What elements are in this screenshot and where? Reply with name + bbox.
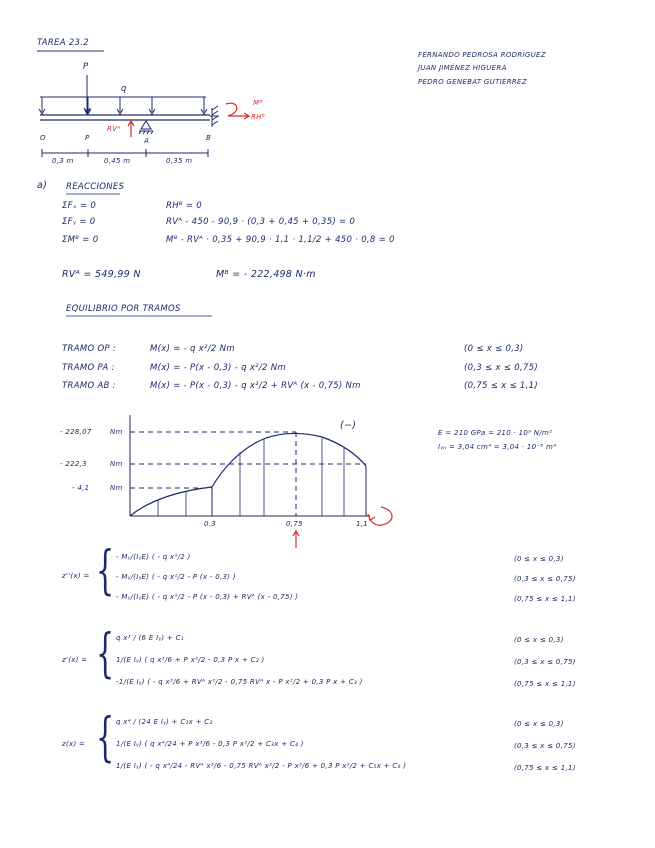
eq-rh-result: RHᴮ = 0: [166, 201, 203, 211]
z2-label: z''(x) =: [62, 572, 90, 580]
young-modulus: E = 210 GPa = 210 · 10⁹ N/m²: [438, 429, 553, 437]
eq-sum-fx: ΣFₓ = 0: [62, 201, 97, 211]
moment-sign-label: (−): [340, 420, 357, 431]
point-b-label: B: [206, 134, 212, 142]
dim-ab-label: 0,35 m: [166, 157, 193, 165]
point-p-label: P: [85, 134, 90, 142]
z2-range-2: (0,3 ≤ x ≤ 0,75): [514, 575, 576, 583]
inertia-moment: Iᵧₙ = 3,04 cm⁴ = 3,04 · 10⁻⁸ m⁴: [438, 443, 557, 451]
tramo-pa-range: (0,3 ≤ x ≤ 0,75): [464, 363, 538, 373]
z1-brace: {: [96, 624, 115, 684]
y-unit-max: Nm: [110, 428, 123, 436]
eq-moment-balance: Mᴮ - RVᴬ · 0,35 + 90,9 · 1,1 · 1,1/2 + 450 · 0,8 = 0: [166, 235, 395, 245]
x-label-075: 0,75: [286, 520, 303, 528]
point-load-p-arrow: [84, 75, 90, 114]
pin-support-a: [139, 121, 153, 134]
tramo-ab-range: (0,75 ≤ x ≤ 1,1): [464, 381, 538, 391]
y-unit-p: Nm: [110, 484, 123, 492]
z0-line-3: 1/(E Iᵧ) ( - q x⁴/24 - RVᴬ x³/6 - 0,75 RVᴬ x²/2 - P x³/6 + 0,3 P x²/2 + C₅x + C₆ ): [116, 762, 407, 770]
reaction-rv-arrow: [128, 121, 134, 137]
tramo-pa-expr: M(x) = - P(x - 0,3) - q x²/2 Nm: [150, 363, 286, 373]
x-label-11: 1,1: [356, 520, 369, 528]
z0-line-1: q x⁴ / (24 E Iᵧ) + C₁x + C₂: [116, 718, 213, 726]
point-o-label: O: [40, 134, 46, 142]
moment-mb-label: Mᴮ: [253, 99, 263, 107]
load-p-label: P: [83, 62, 89, 72]
y-label-end: - 222,3: [60, 460, 87, 468]
z0-brace: {: [96, 708, 115, 768]
distributed-load-q: [39, 97, 207, 114]
z0-line-2: 1/(E Iᵧ) ( q x⁴/24 + P x³/6 - 0,3 P x²/2 + C₃x + C₄ ): [116, 740, 304, 748]
z1-line-2: 1/(E Iᵧ) ( q x³/6 + P x²/2 - 0,3 P x + C₂ ): [116, 656, 265, 664]
tramo-pa-name: TRAMO PA :: [62, 363, 115, 373]
z0-range-2: (0,3 ≤ x ≤ 0,75): [514, 742, 576, 750]
y-label-p: - 4,1: [72, 484, 90, 492]
eq-vertical-balance: RVᴬ - 450 - 90,9 · (0,3 + 0,45 + 0,35) = 0: [166, 217, 356, 227]
tramos-heading: EQUILIBRIO POR TRAMOS: [66, 304, 181, 314]
reaction-rv-label: RVᴬ: [107, 125, 121, 133]
tramo-ab-name: TRAMO AB :: [62, 381, 116, 391]
eq-sum-mb: ΣMᴮ = 0: [62, 235, 99, 245]
result-rv: RVᴬ = 549,99 N: [62, 269, 141, 280]
moment-mb-arrow: [226, 103, 249, 119]
z1-range-1: (0 ≤ x ≤ 0,3): [514, 636, 564, 644]
z1-line-3: -1/(E Iᵧ) ( - q x³/6 + RVᴬ x²/2 - 0,75 RVᴬ x - P x²/2 + 0,3 P x + C₃ ): [116, 678, 363, 686]
dimension-line: [42, 149, 208, 157]
z2-range-3: (0,75 ≤ x ≤ 1,1): [514, 595, 576, 603]
author-2: JUAN JIMÉNEZ HIGUERA: [418, 64, 507, 72]
reaction-rh-label: RHᴮ: [251, 113, 266, 121]
z0-label: z(x) =: [62, 740, 86, 748]
y-unit-end: Nm: [110, 460, 123, 468]
beam: [40, 115, 210, 120]
dim-pa-label: 0,45 m: [104, 157, 131, 165]
dim-op-label: 0,3 m: [52, 157, 74, 165]
z0-range-1: (0 ≤ x ≤ 0,3): [514, 720, 564, 728]
point-a-label: A: [144, 137, 150, 145]
author-3: PEDRO GENEBAT GUTIÉRREZ: [418, 78, 527, 86]
eq-sum-fy: ΣFᵧ = 0: [62, 217, 96, 227]
assignment-title: TAREA 23.2: [37, 38, 89, 48]
z1-range-3: (0,75 ≤ x ≤ 1,1): [514, 680, 576, 688]
moment-diagram: [130, 415, 392, 548]
z2-line-2: - Mᵧ/(IᵧE) ( - q x²/2 - P (x - 0,3) ): [116, 573, 236, 581]
z2-range-1: (0 ≤ x ≤ 0,3): [514, 555, 564, 563]
x-label-03: 0.3: [204, 520, 217, 528]
z1-line-1: q x³ / (6 E Iᵧ) + C₁: [116, 634, 184, 642]
tramo-op-range: (0 ≤ x ≤ 0,3): [464, 344, 524, 354]
z0-range-3: (0,75 ≤ x ≤ 1,1): [514, 764, 576, 772]
z1-label: z'(x) =: [62, 656, 88, 664]
tramo-op-name: TRAMO OP :: [62, 344, 117, 354]
reactions-heading: REACCIONES: [66, 182, 125, 192]
load-q-label: q: [121, 84, 127, 94]
z1-range-2: (0,3 ≤ x ≤ 0,75): [514, 658, 576, 666]
tramo-op-expr: M(x) = - q x²/2 Nm: [150, 344, 235, 354]
z2-line-1: - Mᵧ/(IᵧE) ( - q x²/2 ): [116, 553, 191, 561]
tramo-ab-expr: M(x) = - P(x - 0,3) - q x²/2 + RVᴬ (x - 0,75) Nm: [150, 381, 361, 391]
fixed-support-b: [210, 106, 219, 127]
z2-line-3: - Mᵧ/(IᵧE) ( - q x²/2 - P (x - 0,3) + RVᴬ (x - 0,75) ): [116, 593, 299, 601]
z2-brace: {: [96, 541, 115, 601]
result-mb: Mᴮ = - 222,498 N·m: [216, 269, 316, 280]
author-1: FERNANDO PEDROSA RODRÍGUEZ: [418, 51, 546, 59]
section-letter: a): [37, 180, 48, 191]
y-label-max: - 228,07: [60, 428, 92, 436]
